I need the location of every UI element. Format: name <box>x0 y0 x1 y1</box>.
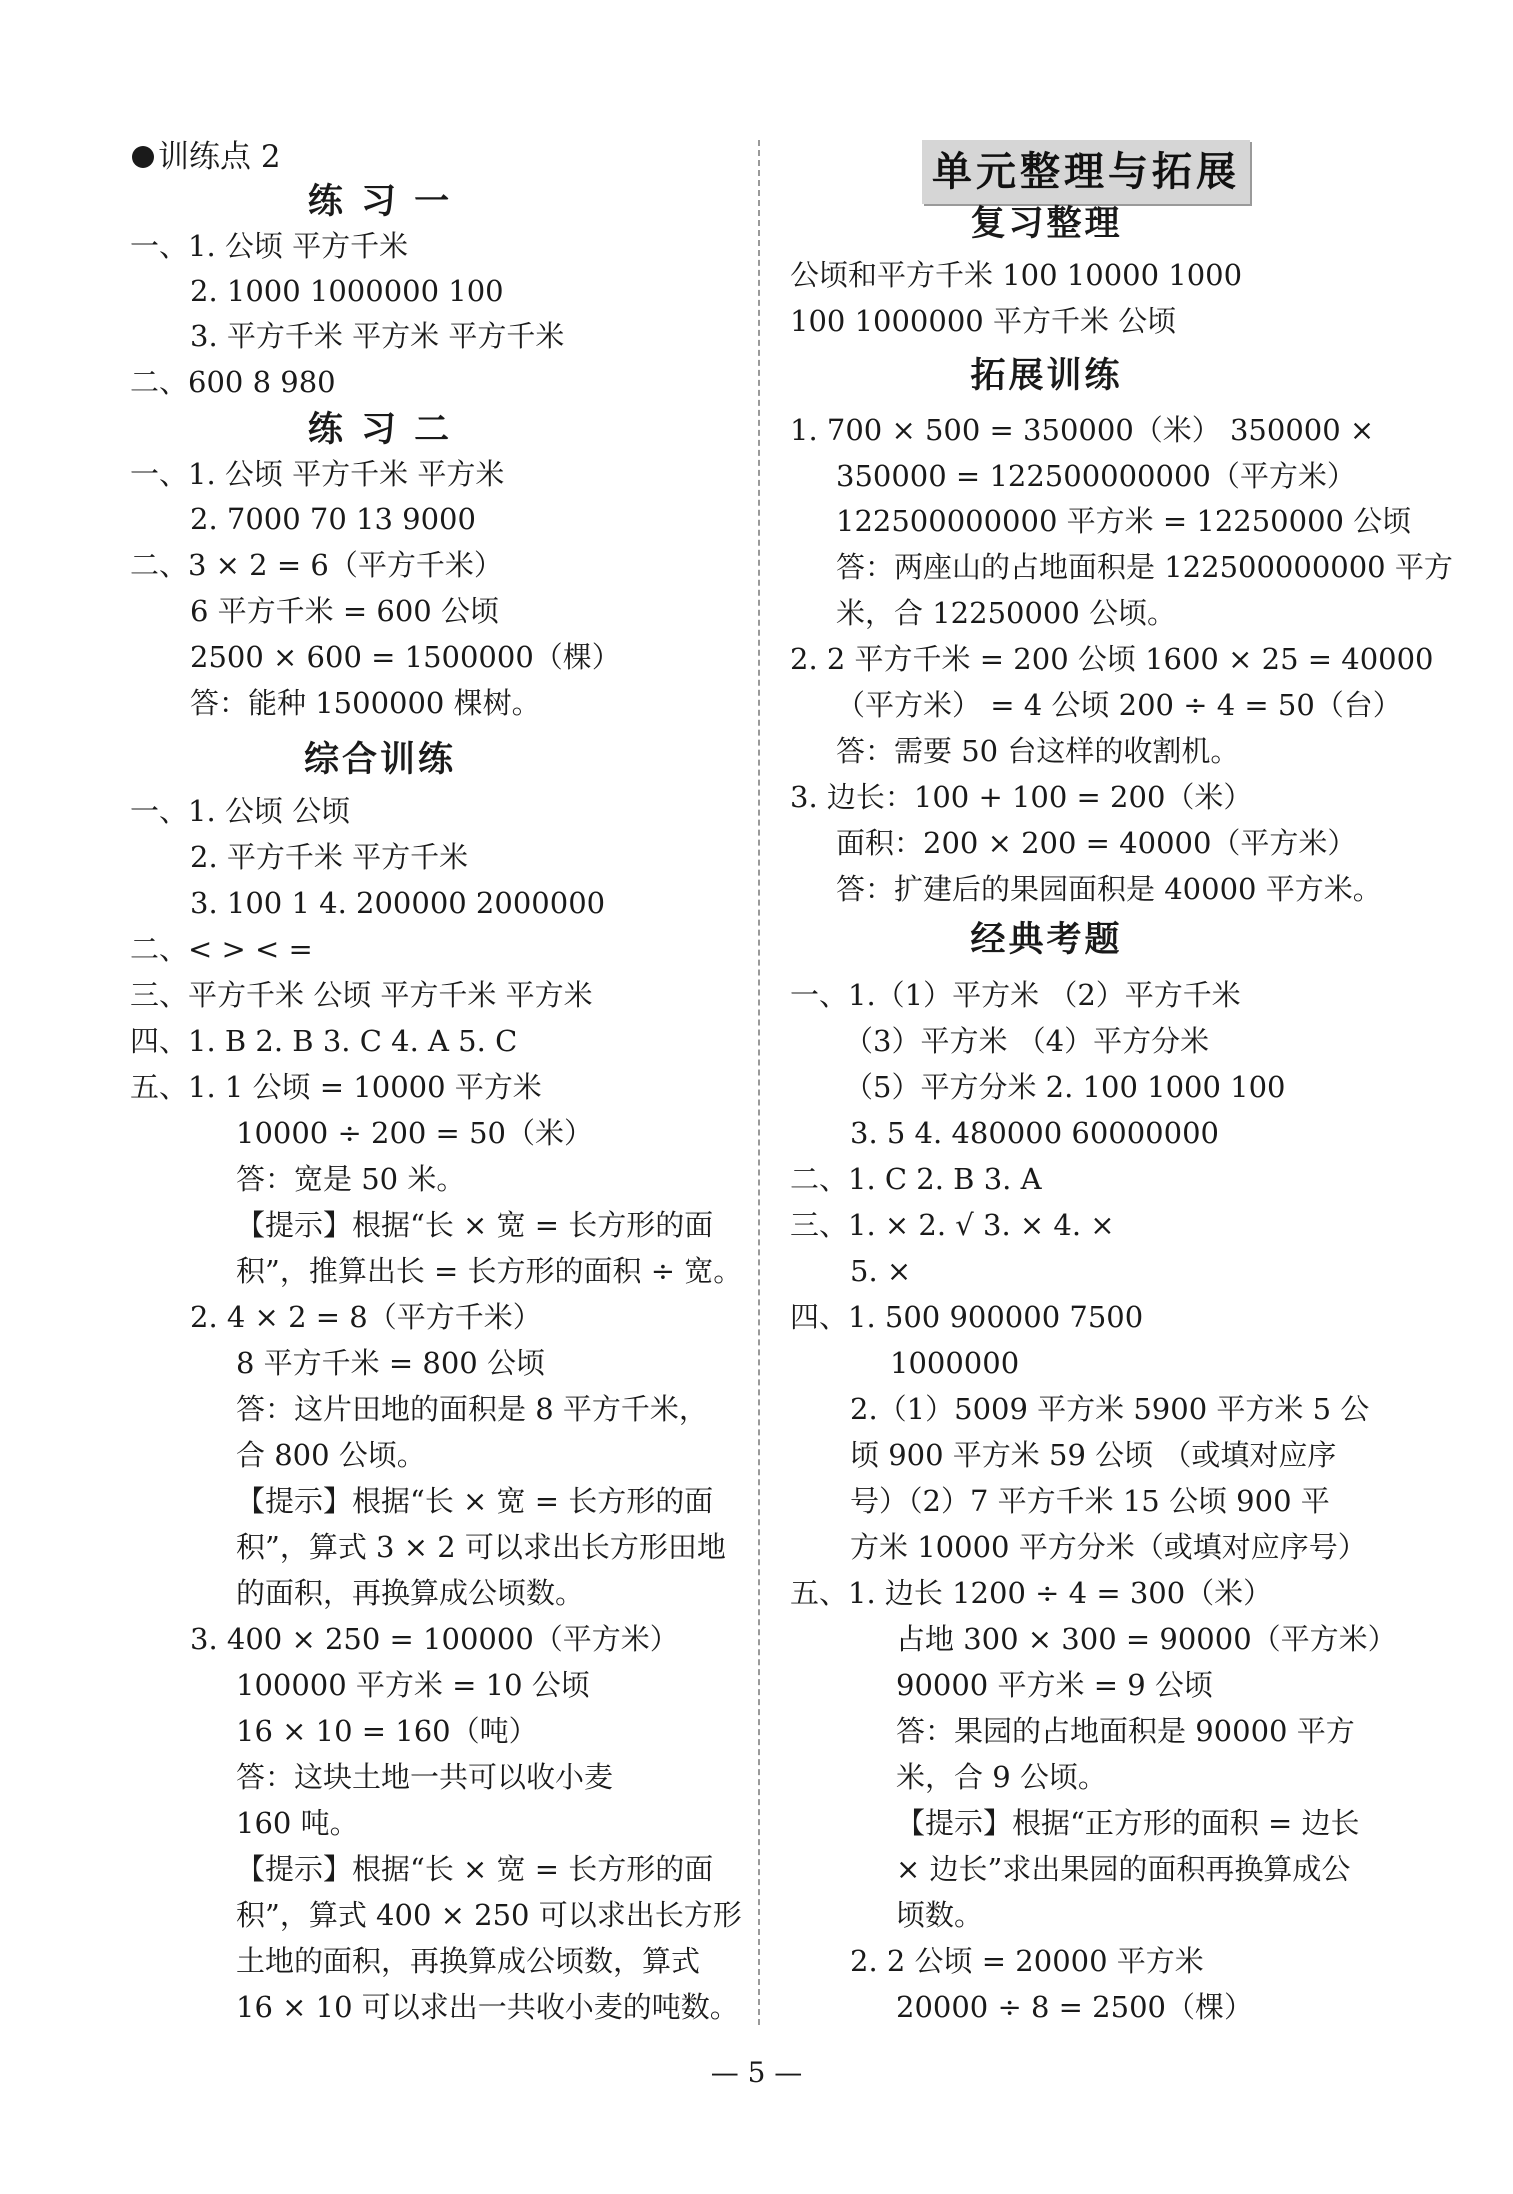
classic-line: 二、1. C 2. B 3. A <box>790 1162 1042 1196</box>
extension-line: 2. 2 平方千米 = 200 公顷 1600 × 25 = 40000 <box>790 642 1434 676</box>
practice1-line: 2. 1000 1000000 100 <box>190 274 504 308</box>
practice2-line: 二、3 × 2 = 6（平方千米） <box>130 548 503 582</box>
hint-line: 积”，推算出长 = 长方形的面积 ÷ 宽。 <box>236 1254 743 1288</box>
extension-line: （平方米） = 4 公顷 200 ÷ 4 = 50（台） <box>836 688 1402 722</box>
extension-line: 面积：200 × 200 = 40000（平方米） <box>836 826 1357 860</box>
classic-line: 90000 平方米 = 9 公顷 <box>896 1668 1213 1702</box>
extension-line: 3. 边长：100 + 100 = 200（米） <box>790 780 1253 814</box>
extension-line: 答：需要 50 台这样的收割机。 <box>836 734 1240 768</box>
classic-line: 2.（1）5009 平方米 5900 平方米 5 公 <box>850 1392 1370 1426</box>
hint-line: × 边长”求出果园的面积再换算成公 <box>896 1852 1351 1886</box>
review-line: 100 1000000 平方千米 公顷 <box>790 304 1177 338</box>
classic-line: 三、1. × 2. √ 3. × 4. × <box>790 1208 1115 1242</box>
comprehensive-line: 答：宽是 50 米。 <box>236 1162 466 1196</box>
classic-line: 答：果园的占地面积是 90000 平方 <box>896 1714 1355 1748</box>
bullet-dot-icon <box>132 146 154 168</box>
comprehensive-line: 10000 ÷ 200 = 50（米） <box>236 1116 593 1150</box>
comprehensive-line: 3. 100 1 4. 200000 2000000 <box>190 886 606 920</box>
practice2-line: 2. 7000 70 13 9000 <box>190 502 476 536</box>
classic-line: 5. × <box>850 1254 912 1288</box>
hint-line: 16 × 10 可以求出一共收小麦的吨数。 <box>236 1990 739 2024</box>
extension-title: 拓展训练 <box>970 356 1123 396</box>
practice1-line: 一、1. 公顷 平方千米 <box>130 229 409 263</box>
practice1-line: 3. 平方千米 平方米 平方千米 <box>190 319 565 353</box>
extension-line: 答：两座山的占地面积是 122500000000 平方 <box>836 550 1453 584</box>
comprehensive-line: 四、1. B 2. B 3. C 4. A 5. C <box>130 1024 518 1058</box>
classic-line: 1000000 <box>890 1346 1020 1380</box>
classic-line: 占地 300 × 300 = 90000（平方米） <box>896 1622 1397 1656</box>
comprehensive-line: 二、< > < = <box>130 932 313 966</box>
extension-line: 350000 = 122500000000（平方米） <box>836 459 1356 493</box>
practice2-line: 一、1. 公顷 平方千米 平方米 <box>130 457 505 491</box>
comprehensive-line: 100000 平方米 = 10 公顷 <box>236 1668 590 1702</box>
practice1-line: 二、600 8 980 <box>130 365 336 399</box>
comprehensive-line: 答：这片田地的面积是 8 平方千米， <box>236 1392 708 1426</box>
classic-line: （3）平方米 （4）平方分米 <box>844 1024 1210 1058</box>
classic-line: 3. 5 4. 480000 60000000 <box>850 1116 1219 1150</box>
hint-line: 顷数。 <box>896 1898 984 1932</box>
hint-line: 土地的面积，再换算成公顷数，算式 <box>236 1944 701 1978</box>
practice2-line: 2500 × 600 = 1500000（棵） <box>190 640 621 674</box>
classic-line: 四、1. 500 900000 7500 <box>790 1300 1144 1334</box>
classic-title: 经典考题 <box>970 920 1123 960</box>
comprehensive-line: 一、1. 公顷 公顷 <box>130 794 351 828</box>
comprehensive-line: 五、1. 1 公顷 = 10000 平方米 <box>130 1070 542 1104</box>
review-title: 复习整理 <box>970 204 1123 244</box>
training-point-label <box>132 135 281 179</box>
comprehensive-line: 合 800 公顷。 <box>236 1438 426 1472</box>
review-line: 公顷和平方千米 100 10000 1000 <box>790 258 1243 292</box>
practice2-title: 练 习 二 <box>307 410 453 450</box>
extension-line: 122500000000 平方米 = 12250000 公顷 <box>836 504 1412 538</box>
comprehensive-line: 2. 4 × 2 = 8（平方千米） <box>190 1300 542 1334</box>
comprehensive-line: 160 吨。 <box>236 1806 359 1840</box>
extension-line: 米，合 12250000 公顷。 <box>836 596 1177 630</box>
comprehensive-line: 2. 平方千米 平方千米 <box>190 840 469 874</box>
unit-summary-banner: 单元整理与拓展 <box>922 140 1250 204</box>
classic-line: 米，合 9 公顷。 <box>896 1760 1107 1794</box>
hint-line: 积”，算式 400 × 250 可以求出长方形 <box>236 1898 742 1932</box>
classic-line: 顷 900 平方米 59 公顷 （或填对应序 <box>850 1438 1337 1472</box>
comprehensive-line: 8 平方千米 = 800 公顷 <box>236 1346 545 1380</box>
comprehensive-line: 三、平方千米 公顷 平方千米 平方米 <box>130 978 593 1012</box>
hint-line: 的面积，再换算成公顷数。 <box>236 1576 585 1610</box>
practice1-title: 练 习 一 <box>307 182 453 222</box>
comprehensive-title: 综合训练 <box>303 740 456 780</box>
practice2-line: 答：能种 1500000 棵树。 <box>190 686 541 720</box>
classic-line: 一、1.（1）平方米 （2）平方千米 <box>790 978 1241 1012</box>
hint-line: 【提示】根据“正方形的面积 = 边长 <box>896 1806 1360 1840</box>
extension-line: 答：扩建后的果园面积是 40000 平方米。 <box>836 872 1382 906</box>
comprehensive-line: 3. 400 × 250 = 100000（平方米） <box>190 1622 679 1656</box>
training-point-text: 训练点 2 <box>158 139 281 175</box>
classic-line: （5）平方分米 2. 100 1000 100 <box>844 1070 1286 1104</box>
extension-line: 1. 700 × 500 = 350000（米） 350000 × <box>790 413 1375 447</box>
classic-line: 20000 ÷ 8 = 2500（棵） <box>896 1990 1253 2024</box>
classic-line: 2. 2 公顷 = 20000 平方米 <box>850 1944 1204 1978</box>
hint-line: 【提示】根据“长 × 宽 = 长方形的面 <box>236 1484 714 1518</box>
page-number: — 5 — <box>710 2056 803 2089</box>
classic-line: 五、1. 边长 1200 ÷ 4 = 300（米） <box>790 1576 1273 1610</box>
practice2-line: 6 平方千米 = 600 公顷 <box>190 594 499 628</box>
hint-line: 【提示】根据“长 × 宽 = 长方形的面 <box>236 1208 714 1242</box>
comprehensive-line: 16 × 10 = 160（吨） <box>236 1714 538 1748</box>
classic-line: 方米 10000 平方分米（或填对应序号） <box>850 1530 1367 1564</box>
classic-line: 号）（2）7 平方千米 15 公顷 900 平 <box>850 1484 1330 1518</box>
hint-line: 积”，算式 3 × 2 可以求出长方形田地 <box>236 1530 726 1564</box>
hint-line: 【提示】根据“长 × 宽 = 长方形的面 <box>236 1852 714 1886</box>
comprehensive-line: 答：这块土地一共可以收小麦 <box>236 1760 614 1794</box>
